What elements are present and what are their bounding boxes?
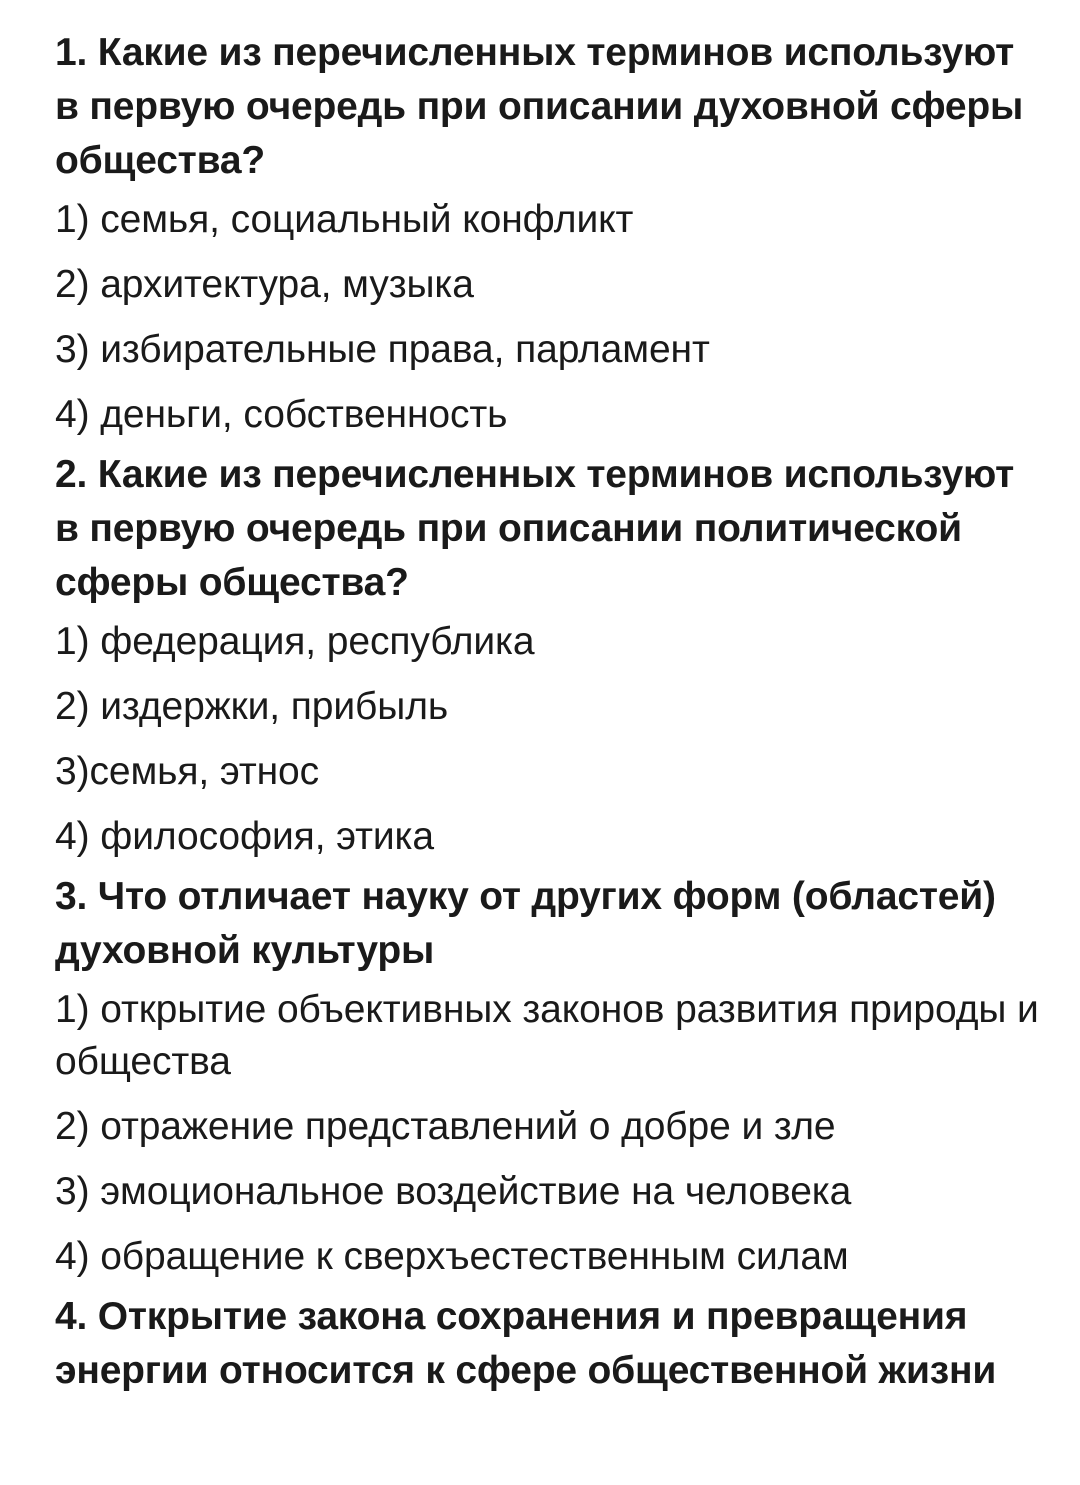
- question-1: [55, 26, 1045, 448]
- question-3-option-2: 2) отражение представлений о добре и зле: [55, 1105, 836, 1148]
- question-2-text: 2. Какие из перечисленных терминов используют в первую очередь при описании политической сферы общества?: [55, 453, 1015, 604]
- question-4-text: 4. Открытие закона сохранения и превращения энергии относится к сфере общественной жизни: [55, 1295, 997, 1392]
- question-1-option-4: 4) деньги, собственность: [55, 393, 508, 436]
- question-1-option-3: 3) избирательные права, парламент: [55, 328, 710, 371]
- question-1-text: 1. Какие из перечисленных терминов используют в первую очередь при описании духовной сферы общества?: [55, 31, 1024, 182]
- question-3-option-3: 3) эмоциональное воздействие на человека: [55, 1170, 852, 1213]
- question-4: [55, 1290, 1045, 1398]
- question-2-options: [55, 610, 1045, 870]
- question-1-options: [55, 188, 1045, 448]
- question-2-option-4: 4) философия, этика: [55, 815, 434, 858]
- question-3-option-1: 1) открытие объективных законов развития природы и общества: [55, 988, 1039, 1083]
- question-3: [55, 870, 1045, 1290]
- question-2-option-2: 2) издержки, прибыль: [55, 685, 449, 728]
- question-3-option-4: 4) обращение к сверхъестественным силам: [55, 1235, 849, 1278]
- question-3-options: [55, 978, 1045, 1290]
- question-1-option-1: 1) семья, социальный конфликт: [55, 198, 634, 241]
- question-1-option-2: 2) архитектура, музыка: [55, 263, 474, 306]
- question-3-text: 3. Что отличает науку от других форм (областей) духовной культуры: [55, 875, 996, 972]
- question-2-option-3: 3)семья, этнос: [55, 750, 320, 793]
- question-2-option-1: 1) федерация, республика: [55, 620, 535, 663]
- question-2: [55, 448, 1045, 870]
- quiz-document: [55, 26, 1045, 1398]
